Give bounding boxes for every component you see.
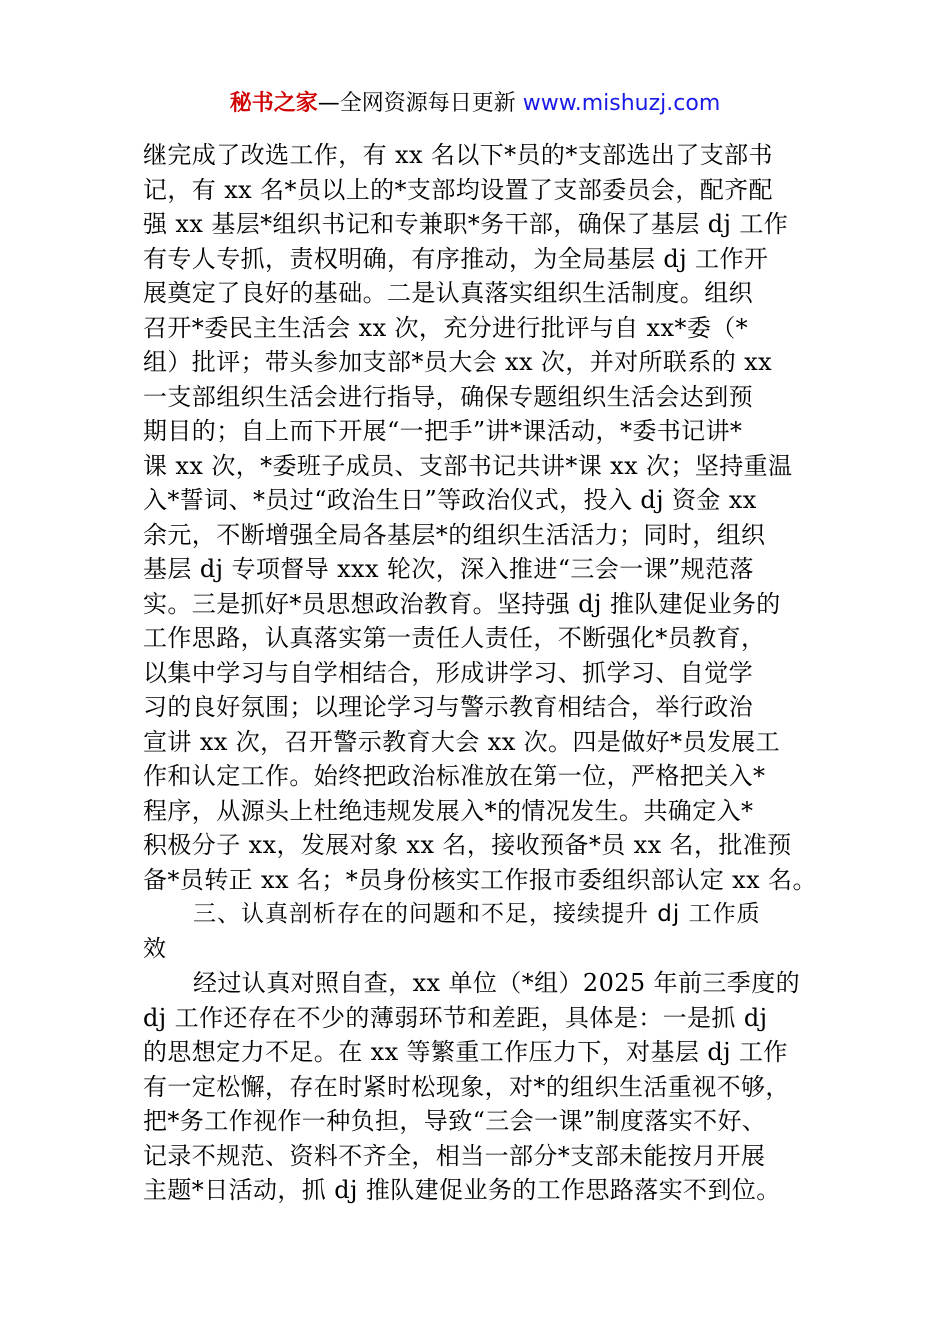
header-tagline: —全网资源每日更新 <box>317 91 516 116</box>
body-line: dj 工作还存在不少的薄弱环节和差距，具体是：一是抓 dj <box>143 1003 768 1032</box>
body-line: 展奠定了良好的基础。二是认真落实组织生活制度。组织 <box>143 279 753 307</box>
body-line: 记录不规范、资料不齐全，相当一部分*支部未能按月开展 <box>143 1141 766 1170</box>
section-heading-continued: 效 <box>143 935 167 962</box>
body-line: 宣讲 xx 次，召开警示教育大会 xx 次。四是做好*员发展工 <box>143 727 781 756</box>
body-line: 课 xx 次，*委班子成员、支部书记共讲*课 xx 次；坚持重温 <box>143 451 793 480</box>
body-line: 召开*委民主生活会 xx 次，充分进行批评与自 xx*委（* <box>143 313 749 342</box>
body-line: 一支部组织生活会进行指导，确保专题组织生活会达到预 <box>143 382 753 411</box>
section-heading: 三、认真剖析存在的问题和不足，接续提升 dj 工作质 <box>193 901 761 927</box>
body-line: 基层 dj 专项督导 xxx 轮次，深入推进“三会一课”规范落 <box>143 555 754 583</box>
body-line: 入*誓词、*员过“政治生日”等政治仪式，投入 dj 资金 xx <box>143 486 757 514</box>
body-line: 积极分子 xx，发展对象 xx 名，接收预备*员 xx 名，批准预 <box>143 831 792 859</box>
brand-name: 秘书之家 <box>229 91 318 116</box>
body-line: 作和认定工作。始终把政治标准放在第一位，严格把关入* <box>143 762 766 790</box>
body-line: 备*员转正 xx 名；*员身份核实工作报市委组织部认定 xx 名。 <box>143 865 817 894</box>
body-line: 期目的；自上而下开展“一把手”讲*课活动，*委书记讲* <box>143 417 743 445</box>
body-line: 习的良好氛围；以理论学习与警示教育相结合，举行政治 <box>143 693 753 721</box>
body-line: 有专人专抓，责权明确，有序推动，为全局基层 dj 工作开 <box>143 244 769 273</box>
body-line: 实。三是抓好*员思想政治教育。坚持强 dj 推队建促业务的 <box>143 589 781 618</box>
site-url-link[interactable]: www.mishuzj.com <box>522 91 721 116</box>
body-line: 有一定松懈，存在时紧时松现象，对*的组织生活重视不够， <box>143 1072 790 1101</box>
body-line: 继完成了改选工作，有 xx 名以下*员的*支部选出了支部书 <box>143 141 773 169</box>
body-line: 记，有 xx 名*员以上的*支部均设置了支部委员会，配齐配 <box>143 175 773 204</box>
body-line: 把*务工作视作一种负担，导致“三会一课”制度落实不好、 <box>143 1107 767 1135</box>
site-header <box>0 86 950 122</box>
body-line: 余元，不断增强全局各基层*的组织生活活力；同时，组织 <box>143 520 766 549</box>
paragraph-first-line: 经过认真对照自查，xx 单位（*组）2025 年前三季度的 <box>193 969 801 997</box>
body-line: 组）批评；带头参加支部*员大会 xx 次，并对所联系的 xx <box>143 348 773 376</box>
body-line: 程序，从源头上杜绝违规发展入*的情况发生。共确定入* <box>143 796 754 825</box>
body-line: 以集中学习与自学相结合，形成讲学习、抓学习、自觉学 <box>143 658 753 687</box>
document-body <box>143 138 823 1208</box>
body-line: 的思想定力不足。在 xx 等繁重工作压力下，对基层 dj 工作 <box>143 1038 788 1066</box>
body-line: 强 xx 基层*组织书记和专兼职*务干部，确保了基层 dj 工作 <box>143 210 789 238</box>
body-line: 工作思路，认真落实第一责任人责任，不断强化*员教育， <box>143 624 766 652</box>
body-line: 主题*日活动，抓 dj 推队建促业务的工作思路落实不到位。 <box>143 1176 781 1204</box>
